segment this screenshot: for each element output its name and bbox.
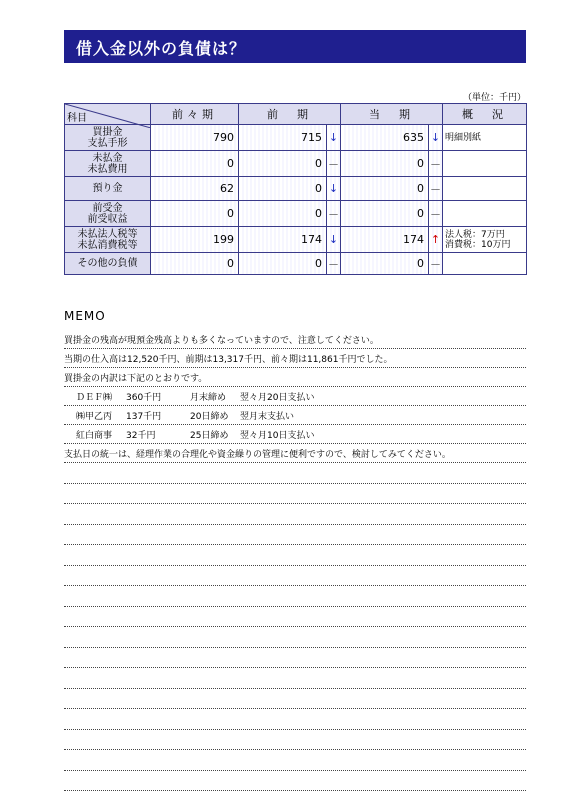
trend-arrow (327, 201, 341, 227)
item-name (65, 201, 151, 227)
value-current: 0 (341, 201, 429, 227)
memo-blank-line (64, 709, 526, 730)
value-current: 0 (341, 177, 429, 201)
header-prev2: 前々期 (151, 104, 239, 125)
overview-note (443, 125, 527, 151)
value-prev2: 62 (151, 177, 239, 201)
trend-arrow (327, 151, 341, 177)
memo-blank-line (64, 689, 526, 710)
memo-column: 20日締め (190, 412, 229, 422)
value-prev2: 790 (151, 125, 239, 151)
memo-blank-line (64, 750, 526, 771)
memo-line (64, 387, 526, 406)
overview-note (443, 201, 527, 227)
overview-note (443, 151, 527, 177)
overview-note (443, 177, 527, 201)
memo-column: 137千円 (126, 412, 162, 422)
trend-arrow (327, 227, 341, 253)
table-row (65, 227, 527, 253)
trend-icon: ↓ (328, 131, 339, 144)
memo-blank-line (64, 463, 526, 484)
trend-icon: － (430, 257, 441, 271)
item-line: 前受金 (92, 202, 123, 214)
memo-blank-line (64, 668, 526, 689)
memo-blank-line (64, 525, 526, 546)
item-line: 支払手形 (87, 137, 128, 149)
item-line: その他の負債 (77, 258, 138, 269)
memo-blank-line (64, 730, 526, 751)
overview-note (443, 253, 527, 275)
title-bar (64, 30, 526, 63)
trend-arrow (429, 201, 443, 227)
value-prev: 0 (239, 177, 327, 201)
trend-icon: － (430, 182, 441, 196)
item-name (65, 177, 151, 201)
trend-arrow (327, 253, 341, 275)
item-line: 未払費用 (87, 163, 128, 175)
memo-line (64, 425, 526, 444)
memo-column: ㈱甲乙丙 (76, 412, 113, 422)
memo-line: 買掛金の残高が現預金残高よりも多くなっていますので、注意してください。 (64, 330, 526, 349)
trend-icon: － (328, 157, 339, 171)
item-line: 前受収益 (87, 213, 128, 225)
item-name (65, 227, 151, 253)
trend-arrow (429, 125, 443, 151)
value-prev2: 199 (151, 227, 239, 253)
trend-arrow (327, 125, 341, 151)
memo-column: 翌々月20日支払い (240, 393, 315, 403)
trend-icon: － (430, 207, 441, 221)
value-prev: 0 (239, 201, 327, 227)
value-current: 635 (341, 125, 429, 151)
header-prev: 前 期 (239, 104, 341, 125)
trend-arrow (429, 227, 443, 253)
value-current: 174 (341, 227, 429, 253)
trend-arrow (327, 177, 341, 201)
table-header-row (65, 104, 527, 125)
value-prev2: 0 (151, 151, 239, 177)
item-name (65, 253, 151, 275)
memo-blank-line (64, 607, 526, 628)
value-prev: 0 (239, 253, 327, 275)
item-line: 未払消費税等 (77, 239, 138, 251)
memo-blank-line (64, 566, 526, 587)
liabilities-table (64, 103, 527, 275)
unit-label: （単位：千円） (462, 93, 526, 103)
table-row (65, 125, 527, 151)
item-line: 未払法人税等 (77, 228, 138, 240)
trend-icon: ↑ (430, 233, 441, 246)
trend-icon: ↓ (430, 131, 441, 144)
value-prev2: 0 (151, 201, 239, 227)
memo-blank-line (64, 504, 526, 525)
overview-note (443, 227, 527, 253)
memo-line: 買掛金の内訳は下記のとおりです。 (64, 368, 526, 387)
memo-blank-line (64, 771, 526, 792)
table-row (65, 151, 527, 177)
note-line: 明細別紙 (445, 132, 482, 143)
trend-icon: － (328, 207, 339, 221)
memo-line (64, 406, 526, 425)
corner-label: 科目 (67, 113, 87, 124)
value-prev: 715 (239, 125, 327, 151)
trend-icon: ↓ (328, 182, 339, 195)
memo-blank-line (64, 627, 526, 648)
memo-column: 360千円 (126, 393, 162, 403)
value-prev2: 0 (151, 253, 239, 275)
memo-line: 当期の仕入高は12,520千円、前期は13,317千円、前々期は11,861千円でした。 (64, 349, 526, 368)
memo-blank-line (64, 484, 526, 505)
table-row (65, 253, 527, 275)
value-prev: 0 (239, 151, 327, 177)
memo-blank-line (64, 648, 526, 669)
item-name (65, 151, 151, 177)
value-current: 0 (341, 151, 429, 177)
trend-arrow (429, 177, 443, 201)
memo-column: 翌月末支払い (240, 412, 295, 422)
note-line: 法人税：7万円 (445, 229, 505, 240)
memo-column: 月末締め (190, 393, 227, 403)
trend-arrow (429, 151, 443, 177)
header-overview: 概 況 (443, 104, 527, 125)
memo-column: 紅白商事 (76, 431, 113, 441)
memo-column: 翌々月10日支払い (240, 431, 315, 441)
memo-column: 25日締め (190, 431, 229, 441)
item-line: 未払金 (92, 152, 123, 164)
memo-title: MEMO (64, 309, 106, 323)
memo-blank-line (64, 545, 526, 566)
item-name (65, 125, 151, 151)
trend-arrow (429, 253, 443, 275)
item-line: 買掛金 (92, 126, 123, 138)
item-line: 預り金 (92, 183, 123, 194)
memo-column: ＤＥＦ㈱ (76, 393, 113, 403)
memo-blank-line (64, 586, 526, 607)
corner-cell (65, 104, 151, 125)
value-prev: 174 (239, 227, 327, 253)
memo-lines (64, 330, 526, 791)
value-current: 0 (341, 253, 429, 275)
header-current: 当 期 (341, 104, 443, 125)
note-line: 消費税：10万円 (445, 239, 511, 250)
table-row (65, 177, 527, 201)
memo-line: 支払日の統一は、経理作業の合理化や資金繰りの管理に便利ですので、検討してみてください。 (64, 444, 526, 463)
memo-column: 32千円 (126, 431, 156, 441)
trend-icon: ↓ (328, 233, 339, 246)
trend-icon: － (328, 257, 339, 271)
table-row (65, 201, 527, 227)
trend-icon: － (430, 157, 441, 171)
page-title: 借入金以外の負債は？ (76, 39, 247, 58)
